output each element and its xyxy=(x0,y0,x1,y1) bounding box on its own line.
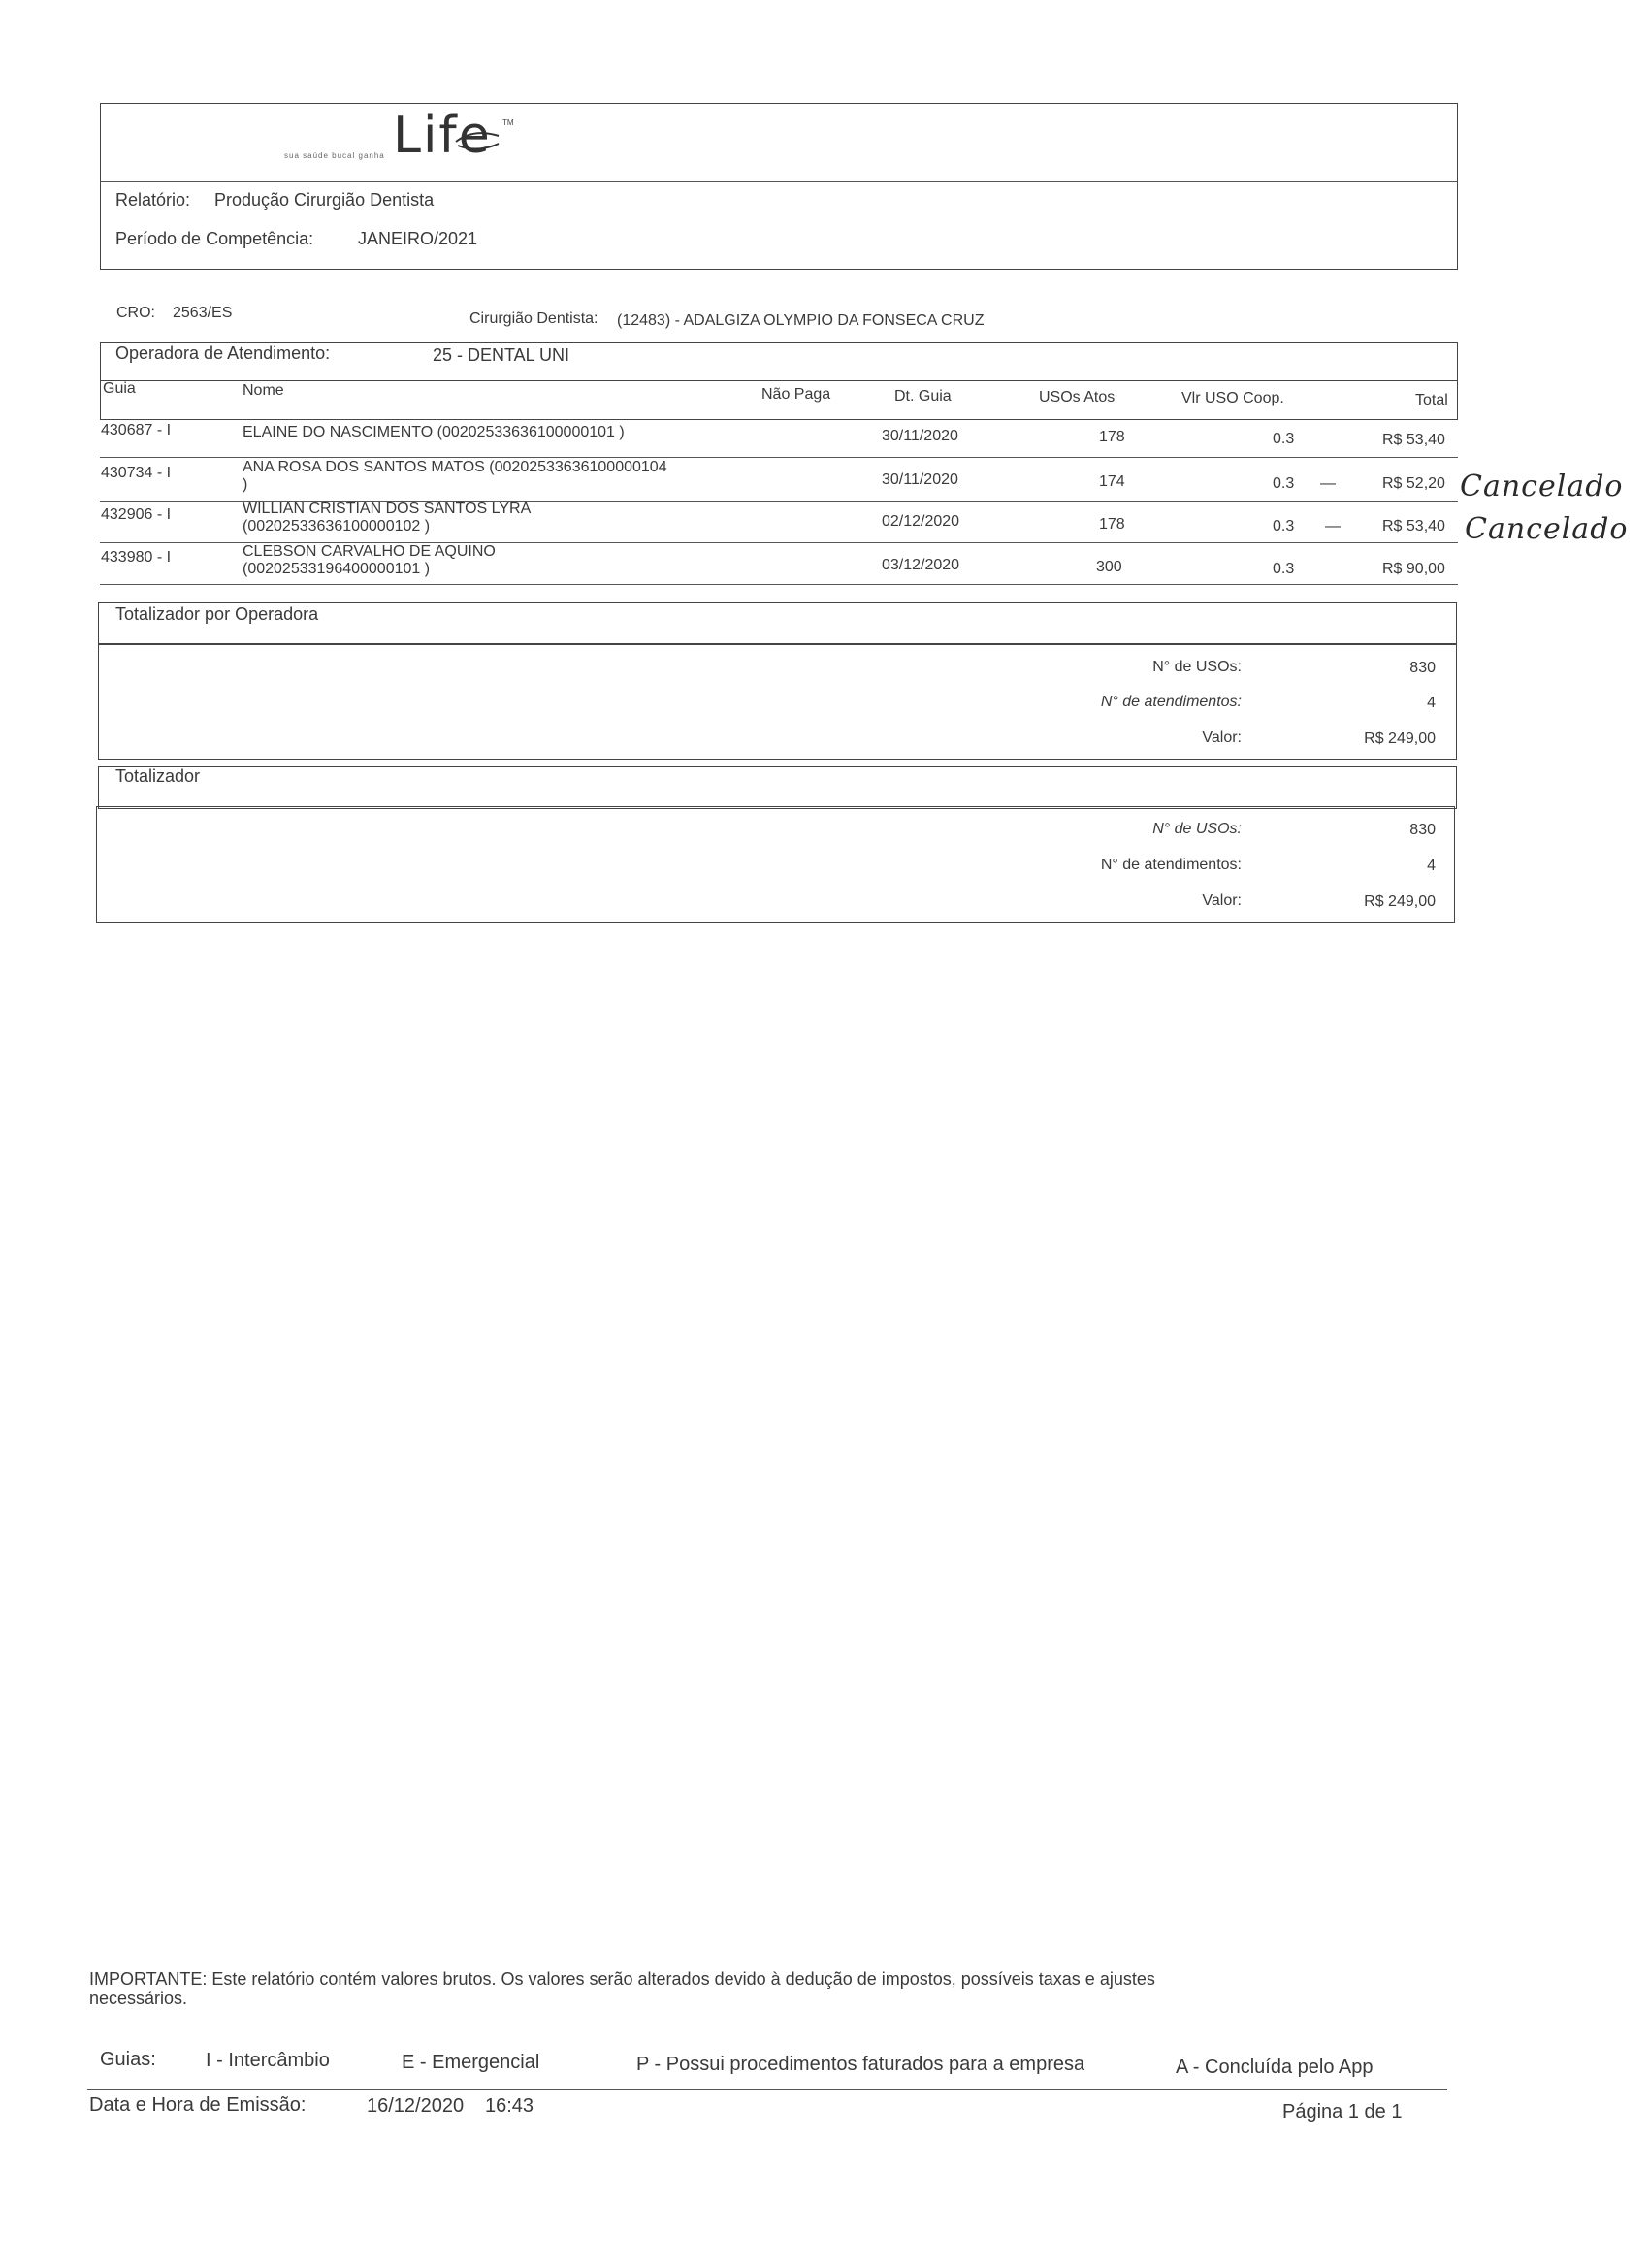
totalizador-title: Totalizador xyxy=(115,766,201,786)
emissao-time: 16:43 xyxy=(485,2095,534,2117)
legend-emergencial: E - Emergencial xyxy=(402,2052,540,2073)
logo-swoosh-icon xyxy=(454,126,502,155)
tot-atend-label: N° de atendimentos: xyxy=(1100,857,1242,873)
cell-nome: ELAINE DO NASCIMENTO (00202533636100000101 ) xyxy=(242,424,625,440)
th-nao-paga: Não Paga xyxy=(761,386,831,403)
cro-value: 2563/ES xyxy=(173,305,233,321)
totalizador-title-box xyxy=(98,766,1457,809)
handwritten-dash: — xyxy=(1320,475,1336,492)
cell-usos: 178 xyxy=(1099,516,1125,533)
th-nome: Nome xyxy=(242,382,284,399)
op-valor-label: Valor: xyxy=(1202,729,1242,746)
totalizador-box xyxy=(96,806,1455,923)
totalizador-operadora-title: Totalizador por Operadora xyxy=(115,604,319,624)
logo-word: Life xyxy=(393,107,492,165)
cell-total: R$ 52,20 xyxy=(1382,475,1445,492)
periodo-label: Período de Competência: xyxy=(115,229,314,248)
life-logo xyxy=(281,105,534,163)
th-usos-atos: USOs Atos xyxy=(1039,389,1116,405)
periodo-value: JANEIRO/2021 xyxy=(358,229,478,248)
page-number: Página 1 de 1 xyxy=(1282,2101,1403,2122)
cell-dt: 30/11/2020 xyxy=(882,471,958,488)
tot-atend-value: 4 xyxy=(1427,858,1436,874)
emissao-label: Data e Hora de Emissão: xyxy=(89,2094,307,2116)
th-vlr-uso: Vlr USO Coop. xyxy=(1181,390,1284,406)
cell-vlr: 0.3 xyxy=(1273,561,1295,577)
relatorio-value: Produção Cirurgião Dentista xyxy=(214,190,435,210)
cell-dt: 03/12/2020 xyxy=(882,557,960,573)
cell-nome-cont: (00202533196400000101 ) xyxy=(242,561,431,577)
operadora-label: Operadora de Atendimento: xyxy=(115,343,331,363)
operadora-value: 25 - DENTAL UNI xyxy=(433,345,570,365)
cell-nome-cont: ) xyxy=(242,476,248,493)
cell-nome: CLEBSON CARVALHO DE AQUINO xyxy=(242,543,496,560)
cell-usos: 178 xyxy=(1099,429,1125,445)
tot-usos-label: N° de USOs: xyxy=(1152,821,1242,837)
cell-nome: WILLIAN CRISTIAN DOS SANTOS LYRA xyxy=(242,501,532,517)
cell-vlr: 0.3 xyxy=(1273,431,1295,447)
th-guia: Guia xyxy=(103,380,136,397)
handwritten-note: Cancelado xyxy=(1460,470,1624,503)
emissao-date: 16/12/2020 xyxy=(367,2095,465,2117)
logo-tagline: sua saúde bucal ganha xyxy=(284,151,385,160)
cell-guia: 430734 - I xyxy=(101,465,172,481)
importante-note: IMPORTANTE: Este relatório contém valores brutos. Os valores serão alterados devido à dedução de impostos, possíveis taxas e ajustes xyxy=(89,1969,1155,1989)
legend-empresa: P - Possui procedimentos faturados para a empresa xyxy=(636,2054,1085,2075)
th-total: Total xyxy=(1415,392,1448,408)
cell-total: R$ 90,00 xyxy=(1382,561,1445,577)
cell-dt: 02/12/2020 xyxy=(882,513,960,530)
op-usos-value: 830 xyxy=(1409,660,1436,676)
tot-valor-value: R$ 249,00 xyxy=(1364,893,1436,910)
relatorio-label: Relatório: xyxy=(115,190,191,210)
handwritten-note: Cancelado xyxy=(1465,512,1629,546)
legend-intercambio: I - Intercâmbio xyxy=(206,2050,330,2071)
op-atend-label: N° de atendimentos: xyxy=(1100,694,1242,710)
th-dt-guia: Dt. Guia xyxy=(894,388,952,405)
logo-tm: TM xyxy=(502,118,514,127)
cell-vlr: 0.3 xyxy=(1273,518,1295,535)
guias-label: Guias: xyxy=(100,2049,156,2070)
cro-label: CRO: xyxy=(116,305,155,321)
cell-guia: 430687 - I xyxy=(101,422,172,438)
handwritten-dash: — xyxy=(1325,518,1341,535)
op-usos-label: N° de USOs: xyxy=(1152,659,1242,675)
op-valor-value: R$ 249,00 xyxy=(1364,730,1436,747)
header-divider xyxy=(100,181,1458,182)
legend-app: A - Concluída pelo App xyxy=(1176,2057,1374,2078)
cell-total: R$ 53,40 xyxy=(1382,518,1445,535)
cell-nome-cont: (00202533636100000102 ) xyxy=(242,518,431,535)
row-divider xyxy=(100,584,1458,585)
cell-guia: 432906 - I xyxy=(101,506,172,523)
cell-usos: 300 xyxy=(1096,559,1122,575)
cell-total: R$ 53,40 xyxy=(1382,432,1445,448)
cell-usos: 174 xyxy=(1099,473,1125,490)
tot-usos-value: 830 xyxy=(1409,822,1436,838)
cell-dt: 30/11/2020 xyxy=(882,428,958,444)
row-divider xyxy=(100,457,1458,458)
cell-guia: 433980 - I xyxy=(101,549,172,566)
cell-vlr: 0.3 xyxy=(1273,475,1295,492)
cell-nome: ANA ROSA DOS SANTOS MATOS (00202533636100000104 xyxy=(242,459,667,475)
tot-valor-label: Valor: xyxy=(1202,892,1242,909)
totalizador-operadora-box xyxy=(98,643,1457,760)
dentista-label: Cirurgião Dentista: xyxy=(469,310,598,327)
importante-note-cont: necessários. xyxy=(89,1989,188,2008)
op-atend-value: 4 xyxy=(1427,695,1436,711)
footer-divider xyxy=(87,2089,1447,2090)
dentista-value: (12483) - ADALGIZA OLYMPIO DA FONSECA CRUZ xyxy=(617,312,985,329)
